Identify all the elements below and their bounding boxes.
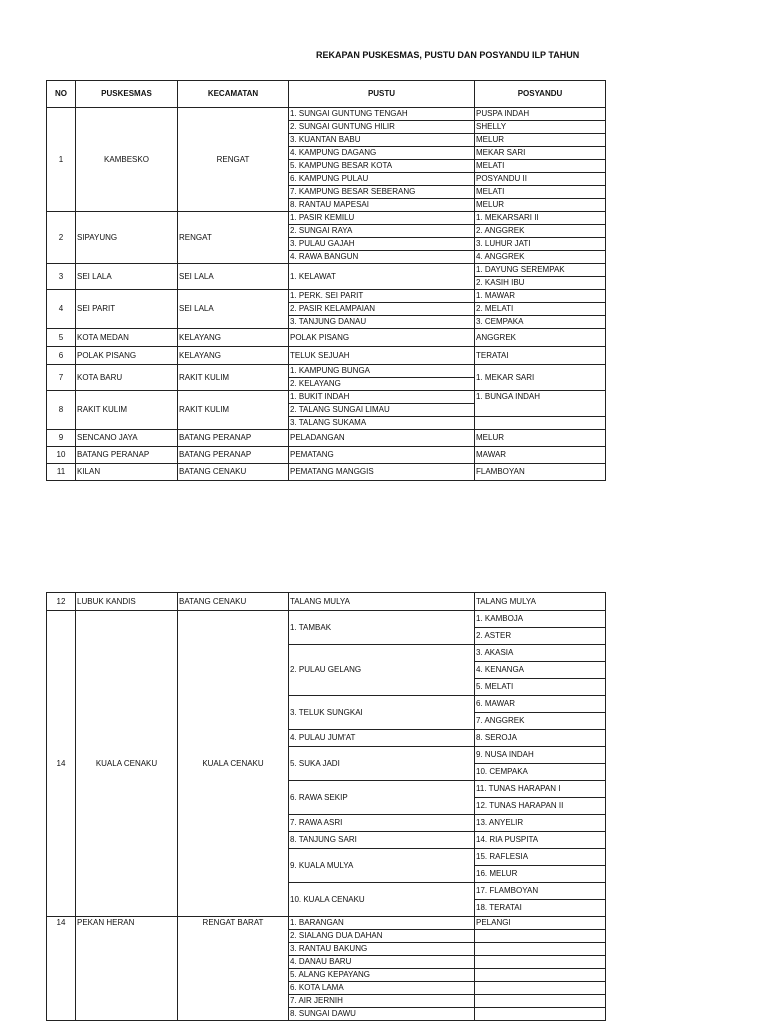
cell-posyandu: 17. FLAMBOYAN: [475, 883, 606, 900]
cell-posyandu-empty: [475, 956, 606, 969]
cell-posyandu: 1. MEKAR SARI: [475, 365, 606, 391]
cell-posyandu: 4. KENANGA: [475, 662, 606, 679]
cell-pustu: 8. SUNGAI DAWU: [289, 1008, 475, 1021]
header-row: [47, 81, 606, 108]
cell-pustu: 2. PASIR KELAMPAIAN: [289, 303, 475, 316]
cell-pustu: 3. TANJUNG DANAU: [289, 316, 475, 329]
cell-pustu: 5. KAMPUNG BESAR KOTA: [289, 160, 475, 173]
cell-pustu: 2. SUNGAI GUNTUNG HILIR: [289, 121, 475, 134]
cell-posyandu: MELATI: [475, 160, 606, 173]
cell-puskesmas: BATANG PERANAP: [76, 447, 178, 464]
cell-kecamatan: RAKIT KULIM: [178, 365, 289, 391]
cell-posyandu: 9. NUSA INDAH: [475, 747, 606, 764]
cell-no: 7: [47, 365, 76, 391]
cell-kecamatan: BATANG CENAKU: [178, 593, 289, 611]
table-row: [47, 365, 606, 378]
cell-posyandu: PELANGI: [475, 917, 606, 930]
cell-posyandu: 1. DAYUNG SEREMPAK: [475, 264, 606, 277]
cell-pustu: 6. KAMPUNG PULAU: [289, 173, 475, 186]
cell-kecamatan: KUALA CENAKU: [178, 611, 289, 917]
table-row: [47, 464, 606, 481]
cell-pustu: 1. BARANGAN: [289, 917, 475, 930]
page-title: REKAPAN PUSKESMAS, PUSTU DAN POSYANDU ILP TAHUN: [316, 50, 580, 60]
cell-posyandu: 16. MELUR: [475, 866, 606, 883]
table-row: [47, 447, 606, 464]
cell-posyandu: MEKAR SARI: [475, 147, 606, 160]
cell-kecamatan: BATANG CENAKU: [178, 464, 289, 481]
table-row: [47, 108, 606, 121]
cell-puskesmas: PEKAN HERAN: [76, 917, 178, 1021]
cell-pustu: 3. TALANG SUKAMA: [289, 417, 475, 430]
cell-posyandu: 8. SEROJA: [475, 730, 606, 747]
header-no: NO: [47, 81, 76, 108]
cell-posyandu: 2. ANGGREK: [475, 225, 606, 238]
cell-pustu: 1. TAMBAK: [289, 611, 475, 645]
cell-posyandu: PUSPA INDAH: [475, 108, 606, 121]
cell-pustu: 9. KUALA MULYA: [289, 849, 475, 883]
table-row: [47, 917, 606, 930]
cell-puskesmas: SIPAYUNG: [76, 212, 178, 264]
cell-pustu: 3. KUANTAN BABU: [289, 134, 475, 147]
recap-table-1: [46, 80, 606, 481]
cell-posyandu-empty: [475, 930, 606, 943]
table-row: [47, 347, 606, 365]
cell-no: 1: [47, 108, 76, 212]
cell-posyandu: 4. ANGGREK: [475, 251, 606, 264]
cell-kecamatan: BATANG PERANAP: [178, 430, 289, 447]
cell-posyandu: TERATAI: [475, 347, 606, 365]
cell-posyandu-empty: [475, 969, 606, 982]
cell-posyandu: FLAMBOYAN: [475, 464, 606, 481]
cell-no: 9: [47, 430, 76, 447]
cell-puskesmas: KAMBESKO: [76, 108, 178, 212]
cell-pustu: 1. PERK. SEI PARIT: [289, 290, 475, 303]
cell-posyandu: 1. BUNGA INDAH: [475, 391, 606, 417]
cell-posyandu: 18. TERATAI: [475, 900, 606, 917]
cell-pustu: 1. KAMPUNG BUNGA: [289, 365, 475, 378]
cell-posyandu: 7. ANGGREK: [475, 713, 606, 730]
cell-posyandu: 2. ASTER: [475, 628, 606, 645]
cell-posyandu: MELUR: [475, 134, 606, 147]
cell-no: 2: [47, 212, 76, 264]
cell-pustu: 3. RANTAU BAKUNG: [289, 943, 475, 956]
cell-pustu: 4. KAMPUNG DAGANG: [289, 147, 475, 160]
cell-pustu: TALANG MULYA: [289, 593, 475, 611]
cell-posyandu: MELATI: [475, 186, 606, 199]
cell-pustu: 2. SIALANG DUA DAHAN: [289, 930, 475, 943]
cell-posyandu: 2. KASIH IBU: [475, 277, 606, 290]
table-row: [47, 611, 606, 628]
cell-kecamatan: SEI LALA: [178, 290, 289, 329]
cell-posyandu-empty: [475, 417, 606, 430]
cell-pustu: 6. KOTA LAMA: [289, 982, 475, 995]
header-pustu: PUSTU: [289, 81, 475, 108]
cell-puskesmas: LUBUK KANDIS: [76, 593, 178, 611]
table-row: [47, 290, 606, 303]
cell-puskesmas: KOTA BARU: [76, 365, 178, 391]
cell-pustu: 3. TELUK SUNGKAI: [289, 696, 475, 730]
cell-no: 3: [47, 264, 76, 290]
cell-posyandu: 10. CEMPAKA: [475, 764, 606, 781]
cell-pustu: 7. KAMPUNG BESAR SEBERANG: [289, 186, 475, 199]
cell-no: 8: [47, 391, 76, 430]
cell-kecamatan: SEI LALA: [178, 264, 289, 290]
cell-posyandu: 6. MAWAR: [475, 696, 606, 713]
cell-kecamatan: KELAYANG: [178, 347, 289, 365]
cell-kecamatan: RENGAT: [178, 108, 289, 212]
cell-posyandu: 12. TUNAS HARAPAN II: [475, 798, 606, 815]
cell-pustu: 5. SUKA JADI: [289, 747, 475, 781]
cell-posyandu: 14. RIA PUSPITA: [475, 832, 606, 849]
cell-posyandu: 3. CEMPAKA: [475, 316, 606, 329]
cell-posyandu: 5. MELATI: [475, 679, 606, 696]
cell-kecamatan: RENGAT BARAT: [178, 917, 289, 1021]
cell-pustu: 4. RAWA BANGUN: [289, 251, 475, 264]
table-row: [47, 391, 606, 404]
cell-no: 10: [47, 447, 76, 464]
cell-posyandu: 3. AKASIA: [475, 645, 606, 662]
cell-pustu: PEMATANG: [289, 447, 475, 464]
cell-puskesmas: POLAK PISANG: [76, 347, 178, 365]
cell-pustu: 2. PULAU GELANG: [289, 645, 475, 696]
cell-pustu: 1. SUNGAI GUNTUNG TENGAH: [289, 108, 475, 121]
cell-no: 11: [47, 464, 76, 481]
cell-kecamatan: RENGAT: [178, 212, 289, 264]
cell-posyandu-empty: [475, 943, 606, 956]
cell-posyandu: 1. KAMBOJA: [475, 611, 606, 628]
cell-posyandu: MAWAR: [475, 447, 606, 464]
cell-pustu: PEMATANG MANGGIS: [289, 464, 475, 481]
cell-pustu: 3. PULAU GAJAH: [289, 238, 475, 251]
cell-pustu: 2. TALANG SUNGAI LIMAU: [289, 404, 475, 417]
cell-posyandu: 11. TUNAS HARAPAN I: [475, 781, 606, 798]
cell-pustu: 5. ALANG KEPAYANG: [289, 969, 475, 982]
cell-pustu: PELADANGAN: [289, 430, 475, 447]
cell-posyandu: MELUR: [475, 199, 606, 212]
cell-posyandu: 1. MAWAR: [475, 290, 606, 303]
cell-pustu: 8. TANJUNG SARI: [289, 832, 475, 849]
cell-pustu: 2. SUNGAI RAYA: [289, 225, 475, 238]
cell-posyandu: TALANG MULYA: [475, 593, 606, 611]
cell-posyandu: ANGGREK: [475, 329, 606, 347]
cell-pustu: 8. RANTAU MAPESAI: [289, 199, 475, 212]
cell-pustu: 10. KUALA CENAKU: [289, 883, 475, 917]
table-row: [47, 212, 606, 225]
cell-no: 4: [47, 290, 76, 329]
cell-posyandu: MELUR: [475, 430, 606, 447]
cell-no: 14: [47, 611, 76, 917]
cell-posyandu: 1. MEKARSARI II: [475, 212, 606, 225]
cell-pustu: POLAK PISANG: [289, 329, 475, 347]
cell-kecamatan: BATANG PERANAP: [178, 447, 289, 464]
cell-puskesmas: KOTA MEDAN: [76, 329, 178, 347]
table-row: [47, 593, 606, 611]
header-posyandu: POSYANDU: [475, 81, 606, 108]
cell-posyandu: 13. ANYELIR: [475, 815, 606, 832]
cell-pustu: 4. DANAU BARU: [289, 956, 475, 969]
cell-no: 5: [47, 329, 76, 347]
cell-puskesmas: KUALA CENAKU: [76, 611, 178, 917]
cell-no: 14: [47, 917, 76, 1021]
cell-puskesmas: SENCANO JAYA: [76, 430, 178, 447]
cell-posyandu: 2. MELATI: [475, 303, 606, 316]
cell-posyandu-empty: [475, 1008, 606, 1021]
cell-pustu: 2. KELAYANG: [289, 378, 475, 391]
recap-table-2: [46, 592, 606, 1021]
table-row: [47, 264, 606, 277]
cell-puskesmas: RAKIT KULIM: [76, 391, 178, 430]
cell-puskesmas: KILAN: [76, 464, 178, 481]
cell-no: 6: [47, 347, 76, 365]
cell-pustu: 1. BUKIT INDAH: [289, 391, 475, 404]
cell-kecamatan: RAKIT KULIM: [178, 391, 289, 430]
cell-pustu: 4. PULAU JUM'AT: [289, 730, 475, 747]
cell-posyandu: POSYANDU II: [475, 173, 606, 186]
cell-posyandu: 3. LUHUR JATI: [475, 238, 606, 251]
cell-pustu: TELUK SEJUAH: [289, 347, 475, 365]
cell-kecamatan: KELAYANG: [178, 329, 289, 347]
cell-no: 12: [47, 593, 76, 611]
cell-posyandu: SHELLY: [475, 121, 606, 134]
header-puskesmas: PUSKESMAS: [76, 81, 178, 108]
header-kecamatan: KECAMATAN: [178, 81, 289, 108]
cell-posyandu-empty: [475, 982, 606, 995]
cell-puskesmas: SEI LALA: [76, 264, 178, 290]
cell-pustu: 1. PASIR KEMILU: [289, 212, 475, 225]
table-row: [47, 329, 606, 347]
table-row: [47, 430, 606, 447]
cell-pustu: 1. KELAWAT: [289, 264, 475, 290]
cell-posyandu: 15. RAFLESIA: [475, 849, 606, 866]
cell-pustu: 7. AIR JERNIH: [289, 995, 475, 1008]
cell-posyandu-empty: [475, 995, 606, 1008]
cell-pustu: 6. RAWA SEKIP: [289, 781, 475, 815]
cell-pustu: 7. RAWA ASRI: [289, 815, 475, 832]
cell-puskesmas: SEI PARIT: [76, 290, 178, 329]
